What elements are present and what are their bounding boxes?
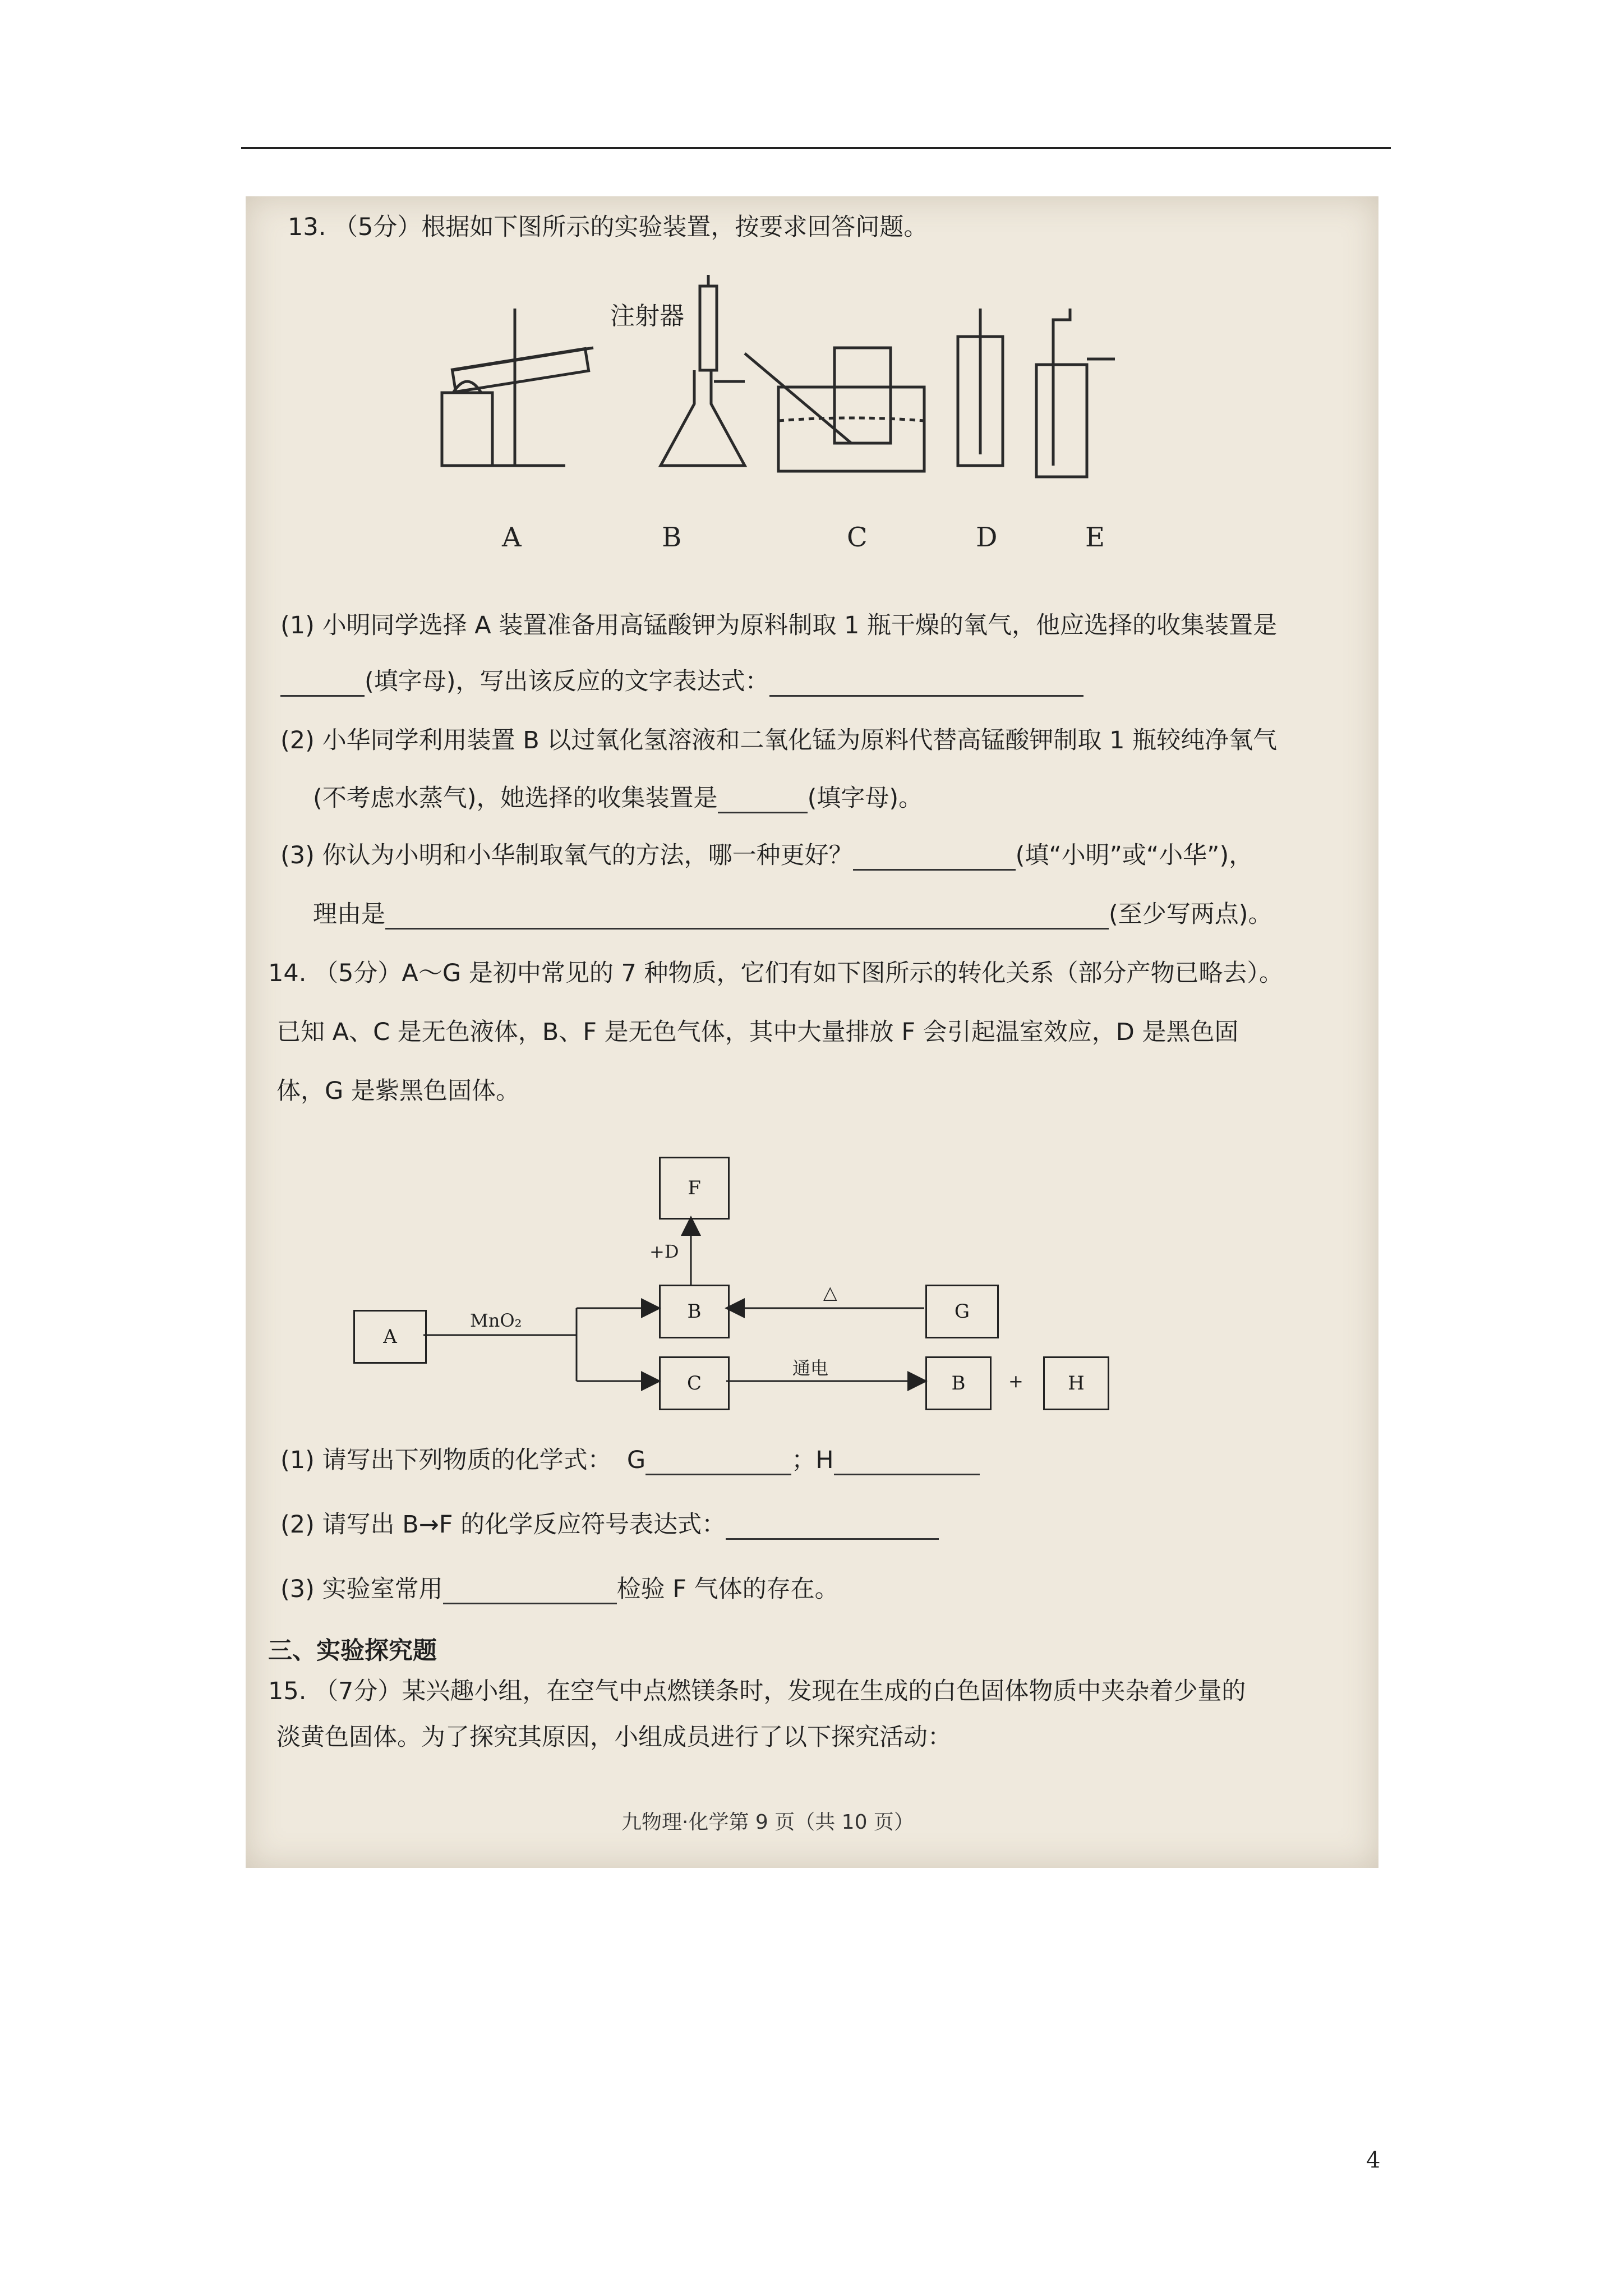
node-f: F (659, 1157, 730, 1220)
syringe-label: 注射器 (610, 302, 684, 330)
apparatus-label-b: B (662, 522, 682, 553)
node-b-product: B (925, 1356, 992, 1410)
node-h: H (1043, 1356, 1109, 1410)
apparatus-label-d: D (976, 522, 998, 553)
edge-label-electrolysis: 通电 (792, 1358, 829, 1379)
q15-line1: 15. （7分）某兴趣小组，在空气中点燃镁条时，发现在生成的白色固体物质中夹杂着少量的 (268, 1677, 1246, 1705)
node-g: G (925, 1285, 999, 1338)
node-a: A (353, 1310, 427, 1364)
answer-blank[interactable] (645, 1451, 791, 1475)
apparatus-label-c: C (847, 522, 868, 553)
apparatus-label-e: E (1085, 522, 1105, 553)
conversion-diagram-arrows (246, 196, 1378, 1868)
page-footer: 九物理·化学第 9 页（共 10 页） (621, 1811, 914, 1834)
header-rule (241, 147, 1391, 149)
q15-line2: 淡黄色固体。为了探究其原因，小组成员进行了以下探究活动： (276, 1723, 952, 1751)
node-c: C (659, 1356, 730, 1410)
scanned-exam-page (246, 196, 1378, 1868)
q14-stem-line1: 14. （5分）A～G 是初中常见的 7 种物质，它们有如下图所示的转化关系（部分产物已略去）。 (268, 959, 1284, 987)
answer-blank[interactable] (443, 1580, 617, 1604)
q14-stem-line2: 已知 A、C 是无色液体，B、F 是无色气体，其中大量排放 F 会引起温室效应，D 是黑色固 (276, 1018, 1239, 1046)
q13-part3-line1: (3) 你认为小明和小华制取氧气的方法，哪一种更好？ (填“小明”或“小华”)， (280, 841, 1253, 869)
q13-part1-line1: (1) 小明同学选择 A 装置准备用高锰酸钾为原料制取 1 瓶干燥的氧气，他应选择的收集装置是 (280, 611, 1278, 639)
q14-part3: (3) 实验室常用 检验 F 气体的存在。 (280, 1575, 839, 1603)
q14-part1: (1) 请写出下列物质的化学式： G ；H (280, 1446, 980, 1475)
q13-part2-line2: (不考虑水蒸气)，她选择的收集装置是 (填字母)。 (313, 784, 923, 812)
q13-stem: 13. （5分）根据如下图所示的实验装置，按要求回答问题。 (288, 213, 928, 241)
q13-part1-line2: (填字母)，写出该反应的文字表达式： (280, 668, 1083, 697)
page-number: 4 (1366, 2147, 1381, 2173)
q14-stem-line3: 体，G 是紫黑色固体。 (276, 1077, 520, 1105)
q14-part2: (2) 请写出 B→F 的化学反应符号表达式： (280, 1511, 939, 1540)
edge-label-plus-d: +D (649, 1241, 679, 1262)
answer-blank[interactable] (834, 1451, 980, 1475)
apparatus-label-a: A (502, 522, 522, 553)
plus-sign: + (1008, 1370, 1023, 1392)
edge-label-mno2: MnO₂ (470, 1310, 522, 1331)
edge-label-heat: △ (823, 1282, 837, 1303)
q13-part2-line1: (2) 小华同学利用装置 B 以过氧化氢溶液和二氧化锰为原料代替高锰酸钾制取 1 瓶较纯净氧气 (280, 726, 1278, 754)
section-title: 三、实验探究题 (268, 1637, 437, 1665)
answer-blank[interactable] (726, 1516, 939, 1540)
node-b: B (659, 1285, 730, 1338)
q13-part3-line2: 理由是 (至少写两点)。 (313, 900, 1272, 928)
